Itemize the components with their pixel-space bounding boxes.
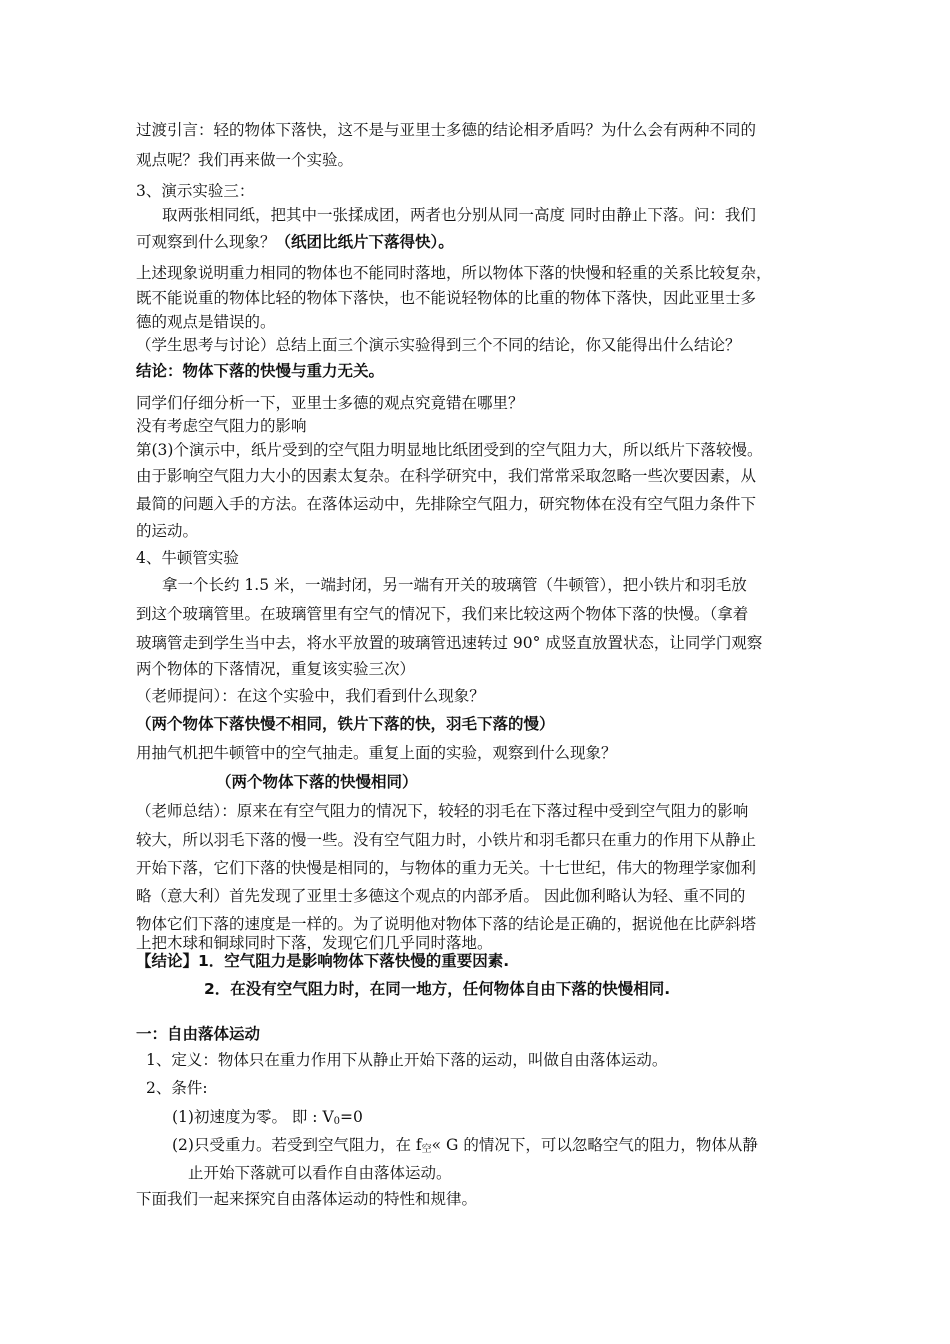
analysis-line-2: 既不能说重的物体比轻的物体下落快，也不能说轻物体的比重的物体下落快，因此亚里士多 <box>136 289 757 307</box>
heading-newton-tube: 4、牛顿管实验 <box>136 549 239 567</box>
intro-line-2: 观点呢？我们再来做一个实验。 <box>136 151 354 169</box>
newton-line-4: 两个物体的下落情况，重复该实验三次） <box>136 660 416 678</box>
condition-2-continued: 止开始下落就可以看作自由落体运动。 <box>188 1164 452 1182</box>
analysis-line-1: 上述现象说明重力相同的物体也不能同时落地，所以物体下落的快慢和轻重的关系比较复杂， <box>136 264 772 282</box>
summary-line-6: 上把木球和铜球同时下落，发现它们几乎同时落地。 <box>136 934 493 952</box>
condition-2-text: (2)只受重力。若受到空气阻力，在 f <box>172 1136 422 1154</box>
vacuum-instruction: 用抽气机把牛顿管中的空气抽走。重复上面的实验，观察到什么现象？ <box>136 744 617 762</box>
condition-1-text: (1)初速度为零。 即 : V <box>172 1108 334 1126</box>
conditions-heading: 2、条件: <box>146 1079 208 1097</box>
analysis-line-3: 德的观点是错误的。 <box>136 313 276 331</box>
newton-line-2: 到这个玻璃管里。在玻璃管里有空气的情况下，我们来比较这两个物体下落的快慢。（拿着 <box>136 605 749 623</box>
summary-line-5: 物体它们下落的速度是一样的。为了说明他对物体下落的结论是正确的，据说他在比萨斜塔 <box>136 915 757 933</box>
condition-1 <box>172 1106 363 1133</box>
condition-2 <box>172 1134 758 1161</box>
explain-line-3: 最简的问题入手的方法。在落体运动中，先排除空气阻力，研究物体在没有空气阻力条件下 <box>136 495 757 513</box>
explain-line-4: 的运动。 <box>136 522 199 540</box>
section-free-fall: 一：自由落体运动 <box>136 1025 261 1043</box>
observation-2: （两个物体下落的快慢相同） <box>216 773 418 791</box>
closing-line: 下面我们一起来探究自由落体运动的特性和规律。 <box>136 1190 478 1208</box>
summary-line-2: 较大，所以羽毛下落的慢一些。没有空气阻力时，小铁片和羽毛都只在重力的作用下从静止 <box>136 831 757 849</box>
discussion-line: （学生思考与讨论）总结上面三个演示实验得到三个不同的结论，你又能得出什么结论？ <box>136 336 741 354</box>
demo-3-answer: （纸团比纸片下落得快）。 <box>275 233 454 251</box>
condition-2-rest: « G 的情况下，可以忽略空气的阻力，物体从静 <box>431 1136 758 1154</box>
summary-line-4: 略（意大利）首先发现了亚里士多德这个观点的内部矛盾。 因此伽利略认为轻、重不同的 <box>136 887 746 905</box>
demo-3-question: 可观察到什么现象？ <box>136 233 276 251</box>
teacher-question: （老师提问）：在这个实验中，我们看到什么现象？ <box>136 687 485 705</box>
definition-line: 1、定义：物体只在重力作用下从静止开始下落的运动，叫做自由落体运动。 <box>146 1051 668 1069</box>
explain-line-2: 由于影响空气阻力大小的因素太复杂。在科学研究中，我们常常采取忽略一些次要因素，从 <box>136 467 757 485</box>
answer-air-resistance: 没有考虑空气阻力的影响 <box>136 417 307 435</box>
newton-line-3: 玻璃管走到学生当中去，将水平放置的玻璃管迅速转过 90° 成竖直放置状态，让同学门观察 <box>136 634 763 652</box>
condition-1-value: =0 <box>340 1108 363 1126</box>
question-aristotle: 同学们仔细分析一下，亚里士多德的观点究竟错在哪里？ <box>136 394 524 412</box>
intro-line-1: 过渡引言：轻的物体下落快，这不是与亚里士多德的结论相矛盾吗？为什么会有两种不同的 <box>136 121 757 139</box>
conclusion-1: 结论：物体下落的快慢与重力无关。 <box>136 362 385 380</box>
conclusion-2a: 【结论】1．空气阻力是影响物体下落快慢的重要因素. <box>136 952 510 970</box>
observation-1: （两个物体下落快慢不相同，铁片下落的快，羽毛下落的慢） <box>136 715 555 733</box>
summary-line-1: （老师总结）：原来在有空气阻力的情况下，较轻的羽毛在下落过程中受到空气阻力的影响 <box>136 802 749 820</box>
newton-line-1: 拿一个长约 1.5 米，一端封闭，另一端有开关的玻璃管（牛顿管），把小铁片和羽毛放 <box>162 576 747 594</box>
condition-1-subscript: 0 <box>333 1116 341 1127</box>
summary-line-3: 开始下落，它们下落的快慢是相同的，与物体的重力无关。十七世纪，伟大的物理学家伽利 <box>136 859 757 877</box>
conclusion-2b: 2．在没有空气阻力时，在同一地方，任何物体自由下落的快慢相同. <box>204 980 671 998</box>
heading-demo-3: 3、演示实验三： <box>136 182 255 200</box>
demo-3-line-1: 取两张相同纸，把其中一张揉成团，两者也分别从同一高度 同时由静止下落。问：我们 <box>162 206 756 224</box>
demo-3-line-2 <box>136 231 454 253</box>
explain-line-1: 第(3)个演示中，纸片受到的空气阻力明显地比纸团受到的空气阻力大，所以纸片下落较慢。 <box>136 441 763 459</box>
condition-2-subscript: 空 <box>421 1144 432 1155</box>
